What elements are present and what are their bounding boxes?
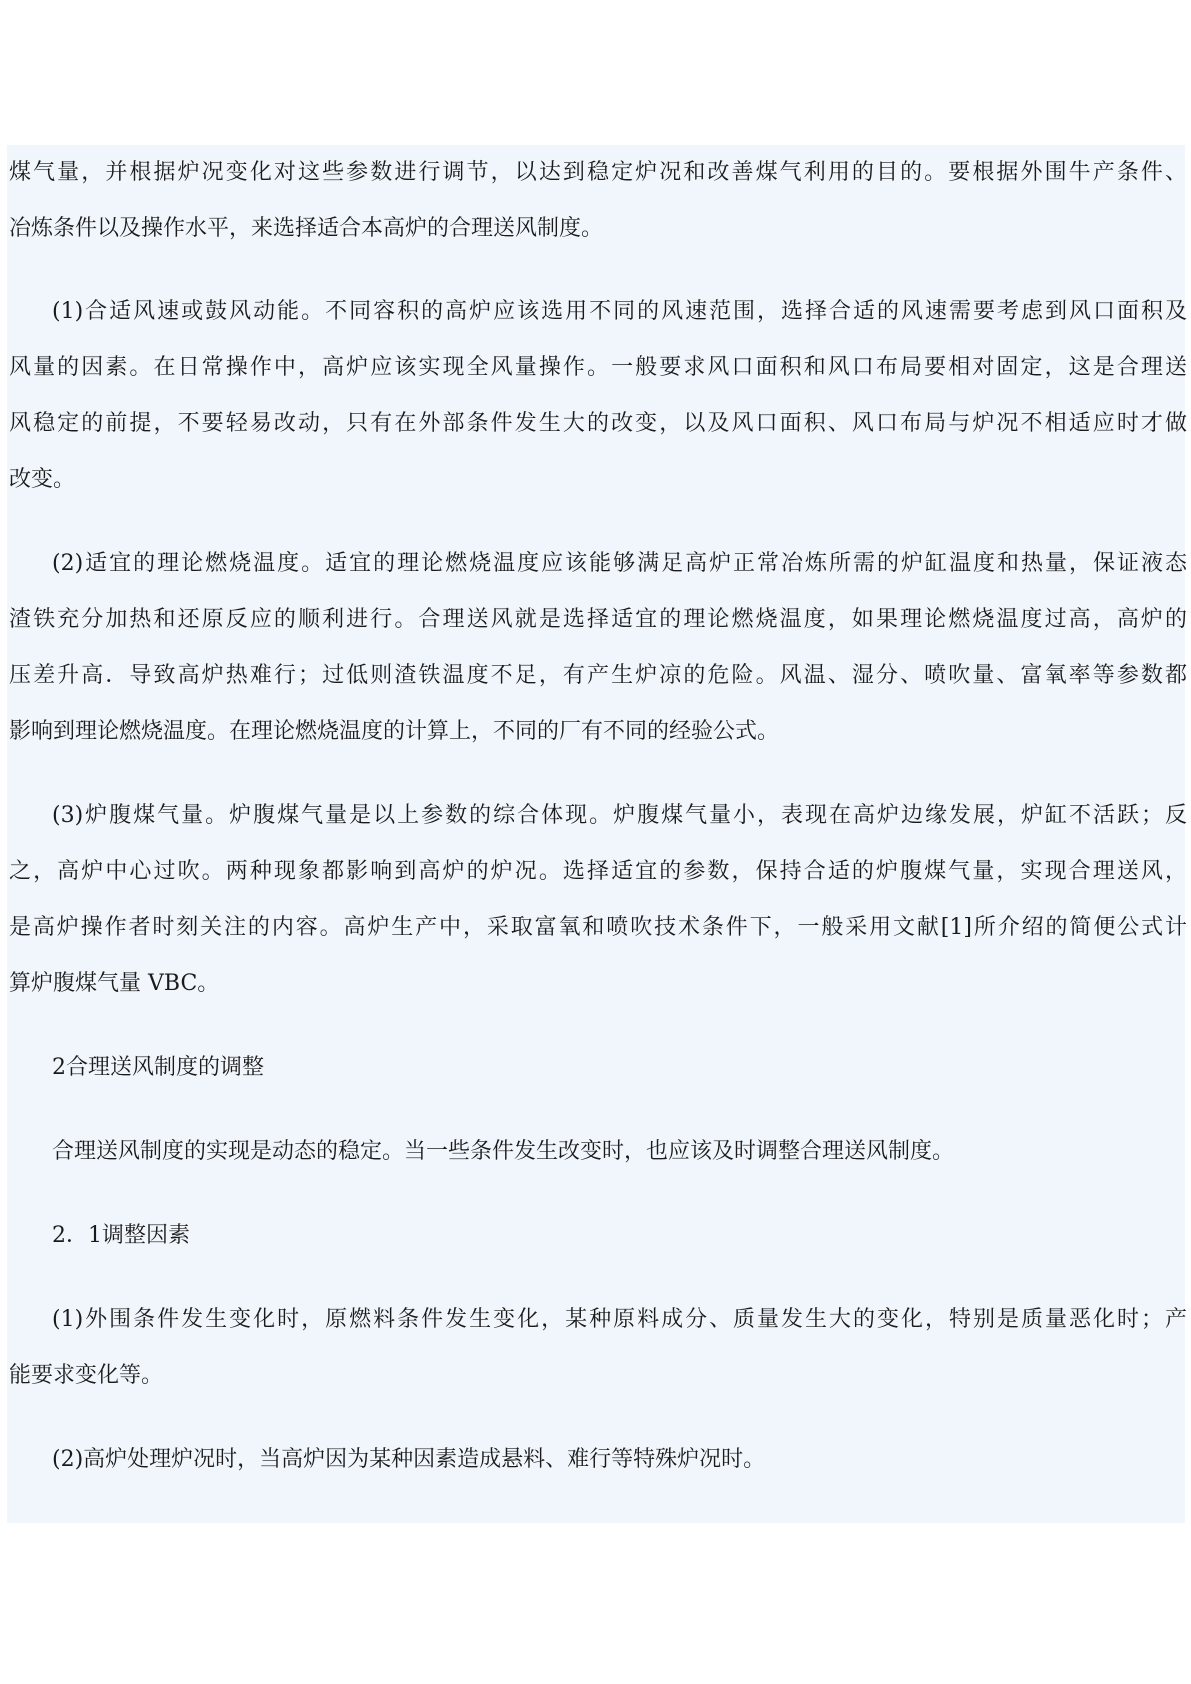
text-line: (2)适宜的理论燃烧温度。适宜的理论燃烧温度应该能够满足高炉正常冶炼所需的炉缸温度和热量，保证液态 (52, 551, 1187, 576)
text-line: 煤气量，并根据炉况变化对这些参数进行调节，以达到稳定炉况和改善煤气利用的目的。要根据外围牛产条件、 (9, 160, 1187, 185)
text-line: 是高炉操作者时刻关注的内容。高炉生产中，采取富氧和喷吹技术条件下，一般采用文献[1]所介绍的简便公式计 (9, 915, 1187, 940)
paragraph-section-2-intro (9, 1124, 1187, 1180)
text-line: 2合理送风制度的调整 (52, 1055, 264, 1080)
text-line: (2)高炉处理炉况时，当高炉因为某种因素造成悬料、难行等特殊炉况时。 (52, 1447, 766, 1472)
text-line: (3)炉腹煤气量。炉腹煤气量是以上参数的综合体现。炉腹煤气量小，表现在高炉边缘发展，炉缸不活跃；反 (52, 803, 1187, 828)
text-line: 压差升高．导致高炉热难行；过低则渣铁温度不足，有产生炉凉的危险。风温、湿分、喷吹量、富氧率等参数都 (9, 663, 1187, 688)
section-heading (9, 1040, 1187, 1096)
text-line: (1)合适风速或鼓风动能。不同容积的高炉应该选用不同的风速范围，选择合适的风速需要考虑到风口面积及 (52, 299, 1187, 324)
text-line: (1)外围条件发生变化时，原燃料条件发生变化，某种原料成分、质量发生大的变化，特别是质量恶化时；产 (52, 1307, 1187, 1332)
text-line: 风稳定的前提，不要轻易改动，只有在外部条件发生大的改变，以及风口面积、风口布局与炉况不相适应时才做 (9, 411, 1187, 436)
text-line: 合理送风制度的实现是动态的稳定。当一些条件发生改变时，也应该及时调整合理送风制度。 (52, 1139, 955, 1164)
text-line: 风量的因素。在日常操作中，高炉应该实现全风量操作。一般要求风口面积和风口布局要相对固定，这是合理送 (9, 355, 1187, 380)
paragraph-item-3 (9, 788, 1187, 1012)
document-body (7, 145, 1185, 1523)
text-line: 冶炼条件以及操作水平，来选择适合本高炉的合理送风制度。 (9, 216, 604, 241)
subsection-heading (9, 1208, 1187, 1264)
text-line: 改变。 (9, 467, 76, 492)
text-line: 算炉腹煤气量 VBC。 (9, 971, 220, 996)
paragraph-factor-1 (9, 1292, 1187, 1404)
paragraph-item-2 (9, 536, 1187, 760)
text-line: 影响到理论燃烧温度。在理论燃烧温度的计算上，不同的厂有不同的经验公式。 (9, 719, 780, 744)
paragraph-factor-2 (9, 1432, 1187, 1488)
paragraph-item-1 (9, 284, 1187, 508)
text-line: 2．1调整因素 (52, 1223, 190, 1248)
paragraph-intro (9, 145, 1187, 257)
text-line: 能要求变化等。 (9, 1363, 164, 1388)
text-line: 之，高炉中心过吹。两种现象都影响到高炉的炉况。选择适宜的参数，保持合适的炉腹煤气量，实现合理送风， (9, 859, 1187, 884)
text-line: 渣铁充分加热和还原反应的顺利进行。合理送风就是选择适宜的理论燃烧温度，如果理论燃烧温度过高，高炉的 (9, 607, 1187, 632)
